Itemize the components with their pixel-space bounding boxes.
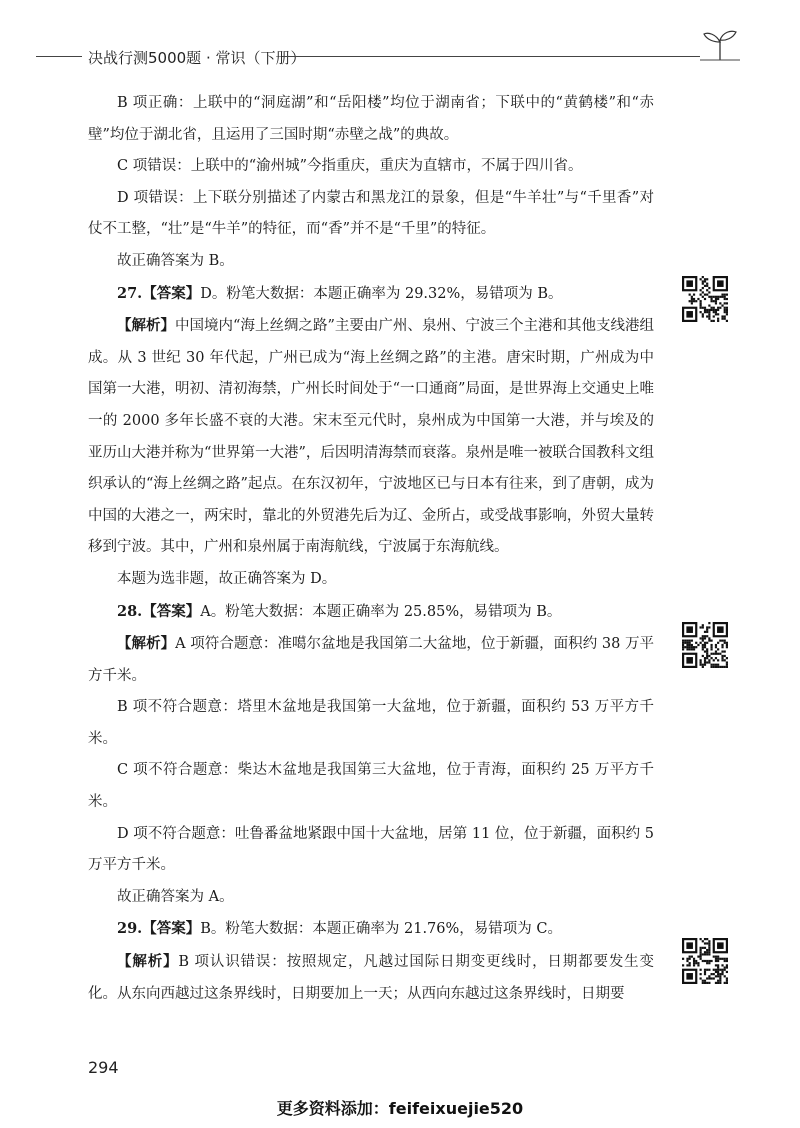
footer-contact-note: 更多资料添加：feifeixuejie520: [276, 1099, 524, 1118]
q29-answer: [88, 913, 654, 946]
q28-conclusion: 故正确答案为 A。: [117, 888, 234, 905]
q28-analysis: [88, 628, 654, 692]
q28-option-c: C 项不符合题意：柴达木盆地是我国第三大盆地，位于青海，面积约 25 万平方千米。: [88, 762, 654, 811]
q28-analysis-text: A 项符合题意：准噶尔盆地是我国第二大盆地，位于新疆，面积约 38 万平方千米。: [88, 636, 654, 684]
option-b-explanation: B 项正确：上联中的“洞庭湖”和“岳阳楼”均位于湖南省；下联中的“黄鹤楼”和“赤壁”均位于湖北省，且运用了三国时期“赤壁之战”的典故。: [88, 95, 654, 143]
q27-analysis: [88, 310, 654, 564]
q29-analysis-label: 【解析】: [117, 953, 179, 971]
q28-analysis-label: 【解析】: [117, 635, 176, 653]
q27-answer: [88, 278, 654, 311]
q28-option-b: B 项不符合题意：塔里木盆地是我国第一大盆地，位于新疆，面积约 53 万平方千米。: [88, 699, 654, 747]
header-rule-right: [282, 56, 700, 57]
q28-answer-label: 28.【答案】: [117, 602, 201, 620]
qr-code-icon-q28[interactable]: [682, 622, 728, 668]
option-d-explanation: D 项错误：上下联分别描述了内蒙古和黑龙江的景象，但是“牛羊壮”与“千里香”对仗不工整，“壮”是“牛羊”的特征，而“香”并不是“千里”的特征。: [88, 189, 654, 238]
q27-answer-text: D。粉笔大数据：本题正确率为 29.32%，易错项为 B。: [200, 285, 563, 302]
q28-answer: [88, 596, 654, 629]
q29-analysis-text: B 项认识错误：按照规定，凡越过国际日期变更线时，日期都要发生变化。从东向西越过这条界线时，日期要加上一天；从西向东越过这条界线时，日期要: [88, 954, 655, 1002]
q29-analysis: [88, 946, 654, 1010]
qr-code-icon-q29[interactable]: [682, 938, 728, 984]
q28-option-d: D 项不符合题意：吐鲁番盆地紧跟中国十大盆地，居第 11 位，位于新疆，面积约 5 万平方千米。: [88, 825, 654, 874]
sprout-icon: [698, 28, 742, 62]
q27-analysis-label: 【解析】: [117, 317, 176, 335]
q27-answer-label: 27.【答案】: [117, 284, 201, 302]
page-number: 294: [88, 1058, 119, 1077]
running-header-title: 决战行测5000题 · 常识（下册）: [88, 49, 306, 67]
q28-answer-text: A。粉笔大数据：本题正确率为 25.85%，易错项为 B。: [200, 603, 562, 620]
page-body: [88, 88, 654, 1010]
qr-code-icon-q27[interactable]: [682, 276, 728, 322]
q26-conclusion: 故正确答案为 B。: [117, 252, 234, 269]
q27-analysis-text: 中国境内“海上丝绸之路”主要由广州、泉州、宁波三个主港和其他支线港组成。从 3 世纪 30 年代起，广州已成为“海上丝绸之路”的主港。唐宋时期，广州成为中国第一大港，明初、清初海禁，广州长时间处于“一口通商”局面，是世界海上交通史上唯一的 2000 多年长盛不衰的大港。宋末至元代时，泉州成为中国第一大港，并与埃及的亚历山大港并称为“世界第一大港”，后因明清海禁而衰落。泉州是唯一被联合国教科文组织承认的“海上丝绸之路”起点。在东汉初年，宁波地区已与日本有往来，到了唐朝，成为中国的大港之一，两宋时，靠北的外贸港先后为辽、金所占，或受战事影响，外贸大量转移到宁波。其中，广州和泉州属于南海航线，宁波属于东海航线。: [88, 318, 655, 556]
q27-conclusion: 本题为选非题，故正确答案为 D。: [117, 570, 337, 587]
q29-answer-text: B。粉笔大数据：本题正确率为 21.76%，易错项为 C。: [200, 921, 562, 938]
q29-answer-label: 29.【答案】: [117, 920, 201, 938]
option-c-explanation: C 项错误：上联中的“渝州城”今指重庆，重庆为直辖市，不属于四川省。: [117, 158, 583, 175]
header-rule-left: [36, 56, 82, 57]
